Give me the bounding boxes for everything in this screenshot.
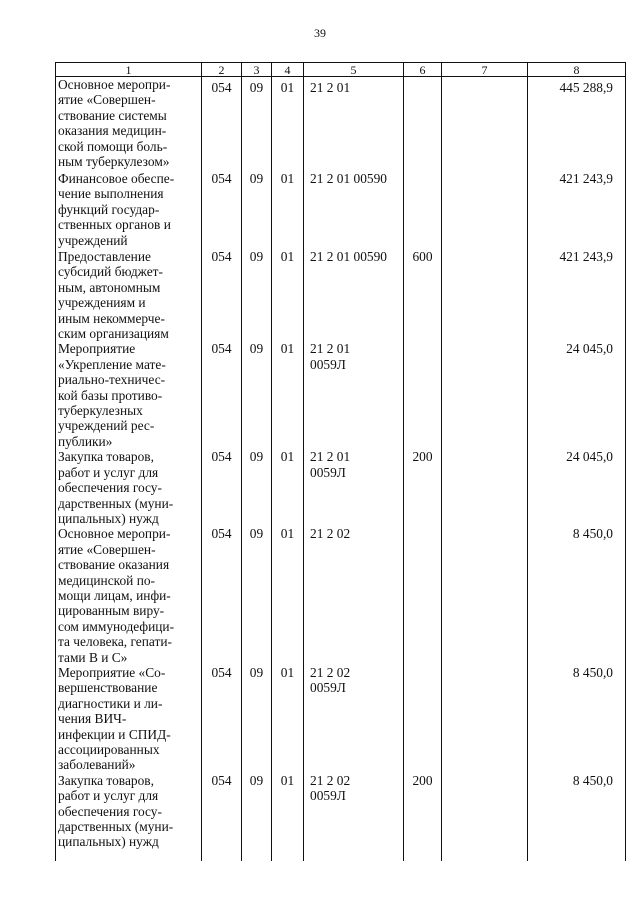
section-cell: 09 [242, 171, 272, 249]
row-name: Финансовое обеспе- чение выполнения функций государ- ственных органов и учреждений [58, 171, 175, 248]
subsection-cell: 01 [272, 526, 304, 665]
subsection-cell: 01 [272, 773, 304, 861]
amount-cell: 24 045,0 [528, 449, 626, 526]
expense-type-cell: 200 [404, 449, 442, 526]
section-cell: 09 [242, 449, 272, 526]
amount-cell: 445 288,9 [528, 77, 626, 172]
target-article-cell [304, 77, 404, 172]
section-cell: 09 [242, 773, 272, 861]
column-header-5: 5 [304, 63, 404, 77]
target-article: 21 2 02 [310, 526, 351, 542]
column-7-cell [442, 171, 528, 249]
expense-type-cell: 200 [404, 773, 442, 861]
subsection-cell: 01 [272, 249, 304, 341]
column-header-1: 1 [56, 63, 202, 77]
column-7-cell [442, 449, 528, 526]
row-name: Основное меропри- ятие «Совершен- ствование оказания медицинской по- мощи лицам, инфи- цированным виру- сом иммунодефици- та человека, гепати- тами В и С» [58, 526, 175, 665]
code-cell: 054 [202, 526, 242, 665]
subsection-cell: 01 [272, 341, 304, 449]
target-article-cell [304, 249, 404, 341]
amount-cell: 421 243,9 [528, 171, 626, 249]
amount-cell: 421 243,9 [528, 249, 626, 341]
row-name-cell [56, 341, 202, 449]
table-row [56, 665, 626, 773]
row-name-cell [56, 249, 202, 341]
table-row [56, 341, 626, 449]
table-row [56, 249, 626, 341]
section-cell: 09 [242, 665, 272, 773]
target-article: 21 2 02 0059Л [310, 664, 351, 696]
target-article-cell [304, 449, 404, 526]
target-article: 21 2 01 00590 [310, 171, 387, 186]
section-cell: 09 [242, 249, 272, 341]
target-article: 21 2 01 [310, 80, 351, 95]
column-7-cell [442, 249, 528, 341]
target-article: 21 2 01 0059Л [310, 341, 351, 372]
row-name-cell [56, 773, 202, 861]
column-7-cell [442, 526, 528, 665]
target-article-cell [304, 665, 404, 773]
expense-type-cell [404, 77, 442, 172]
row-name-cell [56, 449, 202, 526]
code-cell: 054 [202, 249, 242, 341]
row-name-cell [56, 171, 202, 249]
column-header-6: 6 [404, 63, 442, 77]
column-header-8: 8 [528, 63, 626, 77]
target-article-cell [304, 341, 404, 449]
row-name-cell [56, 665, 202, 773]
column-7-cell [442, 665, 528, 773]
target-article: 21 2 02 0059Л [310, 772, 351, 804]
table-header-row [56, 63, 626, 77]
page-number: 39 [314, 26, 326, 40]
target-article: 21 2 01 0059Л [310, 449, 351, 480]
column-header-2: 2 [202, 63, 242, 77]
expense-type-cell [404, 665, 442, 773]
amount-cell: 8 450,0 [528, 526, 626, 665]
table-row [56, 449, 626, 526]
section-cell: 09 [242, 341, 272, 449]
subsection-cell: 01 [272, 77, 304, 172]
column-7-cell [442, 77, 528, 172]
subsection-cell: 01 [272, 449, 304, 526]
expense-type-cell: 600 [404, 249, 442, 341]
row-name: Закупка товаров, работ и услуг для обеспечения госу- дарственных (муни- ципальных) нужд [58, 449, 174, 526]
expense-type-cell [404, 341, 442, 449]
subsection-cell: 01 [272, 665, 304, 773]
code-cell: 054 [202, 665, 242, 773]
column-7-cell [442, 773, 528, 861]
amount-cell: 24 045,0 [528, 341, 626, 449]
amount-cell: 8 450,0 [528, 665, 626, 773]
row-name-cell [56, 526, 202, 665]
row-name: Основное меропри- ятие «Совершен- ствование системы оказания медицин- ской помощи боль- ным туберкулезом» [58, 77, 171, 170]
code-cell: 054 [202, 341, 242, 449]
code-cell: 054 [202, 171, 242, 249]
row-name: Мероприятие «Укрепление мате- риально-техничес- кой базы противо- туберкулезных учреждений рес- публики» [58, 341, 166, 449]
table-row [56, 773, 626, 861]
table-row [56, 171, 626, 249]
target-article-cell [304, 171, 404, 249]
target-article: 21 2 01 00590 [310, 249, 387, 264]
target-article-cell [304, 773, 404, 861]
table-row [56, 526, 626, 665]
expense-type-cell [404, 526, 442, 665]
column-7-cell [442, 341, 528, 449]
subsection-cell: 01 [272, 171, 304, 249]
section-cell: 09 [242, 77, 272, 172]
code-cell: 054 [202, 773, 242, 861]
column-header-3: 3 [242, 63, 272, 77]
table-row [56, 77, 626, 172]
row-name: Мероприятие «Со- вершенствование диагностики и ли- чения ВИЧ- инфекции и СПИД- ассоциированных заболеваний» [58, 664, 171, 773]
column-header-4: 4 [272, 63, 304, 77]
amount-cell: 8 450,0 [528, 773, 626, 861]
column-header-7: 7 [442, 63, 528, 77]
budget-table [55, 62, 626, 861]
section-cell: 09 [242, 526, 272, 665]
expense-type-cell [404, 171, 442, 249]
row-name: Предоставление субсидий бюджет- ным, автономным учреждениям и иным некоммерче- ским организациям [58, 249, 169, 342]
target-article-cell [304, 526, 404, 665]
code-cell: 054 [202, 77, 242, 172]
code-cell: 054 [202, 449, 242, 526]
row-name: Закупка товаров, работ и услуг для обеспечения госу- дарственных (муни- ципальных) нужд [58, 772, 174, 850]
row-name-cell [56, 77, 202, 172]
